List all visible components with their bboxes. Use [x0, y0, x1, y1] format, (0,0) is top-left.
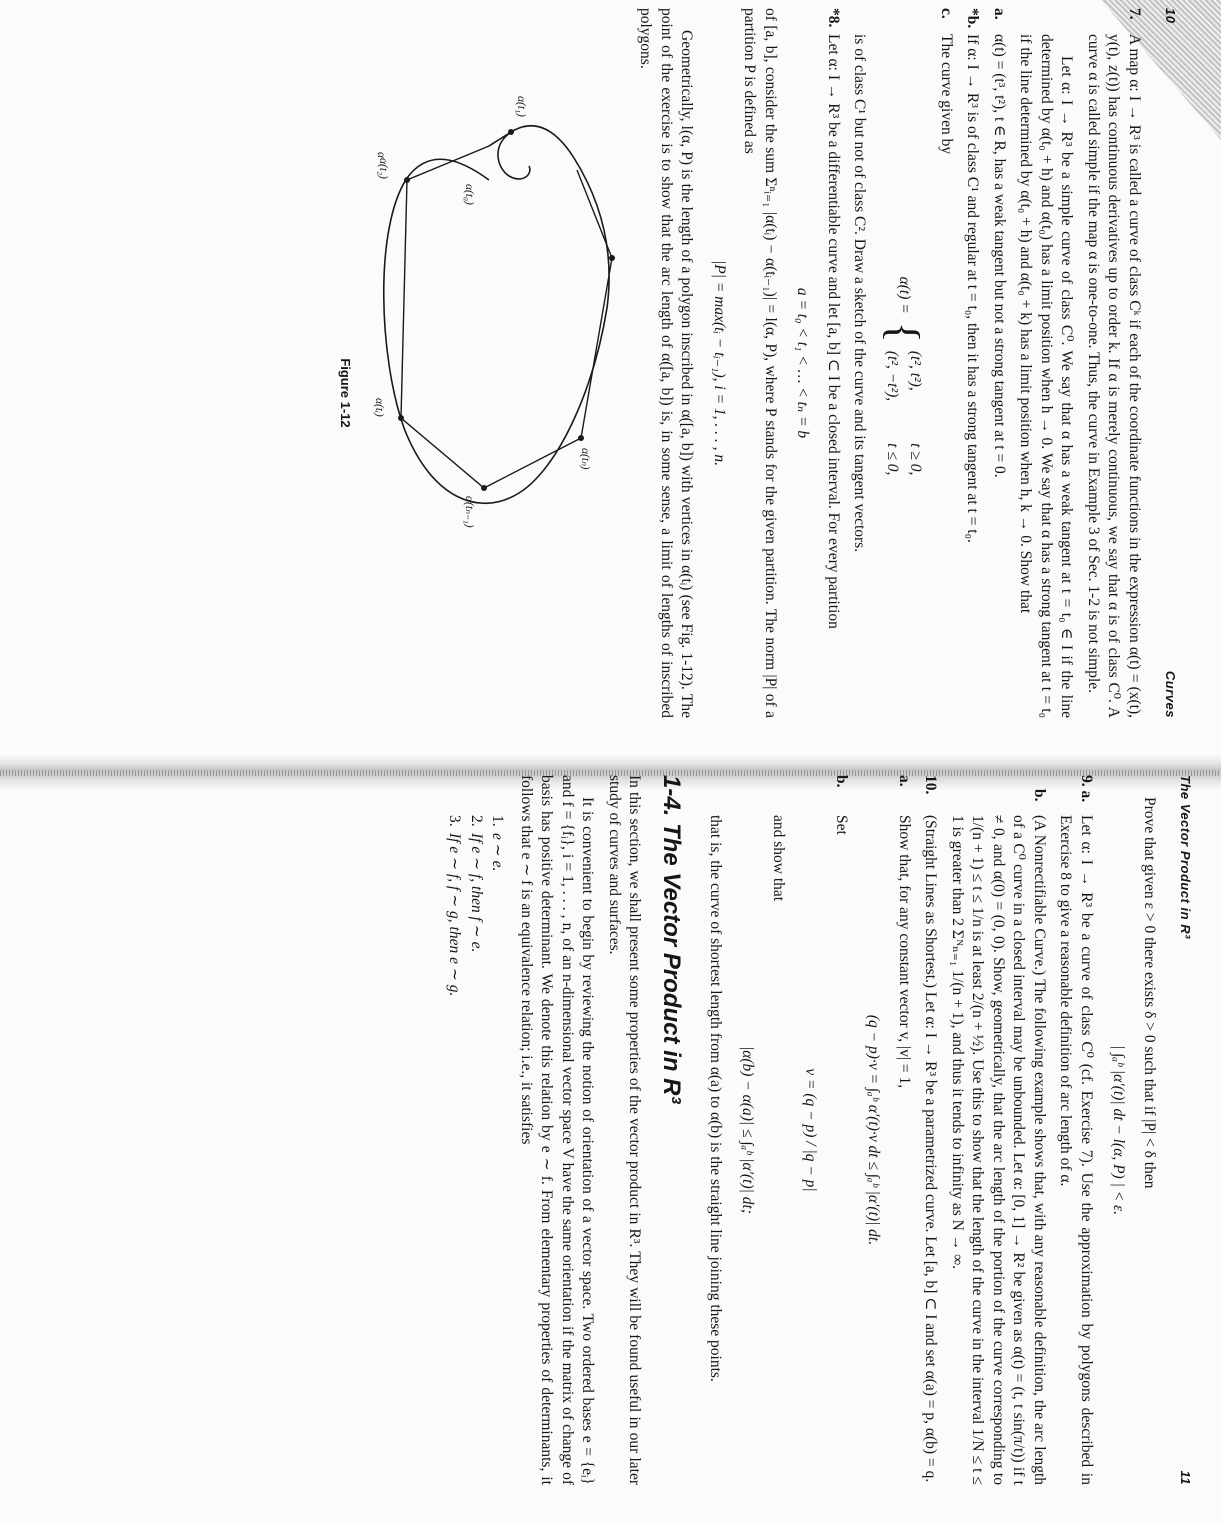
vertex-ti: [398, 415, 404, 421]
label-alpha-t0: α(t₀): [463, 184, 475, 205]
curve-alpha: [384, 126, 609, 504]
part-label: a.: [991, 8, 1008, 20]
exercise-10-text: (Straight Lines as Shortest.) Let α: I → R³ be a parametrized curve. Let [a, b] ⊂ I and set α(a) = p, α(b) = q.: [922, 815, 940, 1483]
inscribed-polygon: [401, 132, 612, 488]
exercise-7: [1015, 8, 1144, 718]
list-item: [466, 815, 487, 1485]
part-label: *b.: [964, 8, 982, 29]
exercise-7-paragraph-2: Let α: I → R³ be a simple curve of class C⁰. We say that α has a weak tangent at t = t₀ ∈ I if the line determined by α(t₀ + h) and α(t₀) has a limit position when h → 0. We say that α has a strong tangent at t = t₀ if the line determined by α(t₀ + h) and α(t₀ + k) has a limit position when h, k → 0. Show that: [1017, 34, 1076, 718]
brace-symbol: {: [879, 321, 929, 343]
exercise-7b-text: If α: I → R³ is of class C¹ and regular at t = t₀, then it has a strong tangent at t = t₀.: [964, 34, 982, 543]
running-title: The Vector Product in R³: [1178, 775, 1193, 939]
list-text: e ∼ e.: [489, 833, 507, 872]
figure-caption: Figure 1-12: [338, 358, 353, 428]
exercise-7-paragraph-1: A map α: I → R³ is called a curve of class Cᵏ if each of the coordinate functions in the expression α(t) = (x(t), y(t), z(t)) has continuous derivatives up to order k. If α is merely continuous, we say that α is of class C⁰. A curve α is called simple if the map α is one-to-one. Thus, the curve in Example 3 of Sec. 1-2 is not simple.: [1085, 34, 1143, 718]
section-title: 1-4. The Vector Product in R³: [658, 775, 686, 1104]
label-alpha-ti: α(tᵢ): [373, 398, 385, 417]
exercise-7b: [962, 8, 983, 718]
list-text: If e ∼ f, f ∼ g, then e ∼ g.: [446, 833, 464, 997]
exercise-7c: [849, 8, 956, 718]
exercise-9b-text: (A Nonrectifiable Curve.) The following example shows that, with any reasonable definition, the arc length of a C⁰ curve in a closed interval may be unbounded. Let α: [0, 1] → R² be given as α(t) = (t, t sin(π/t)) if t ≠ 0, and α(0) = (0, 0). Show, geometrically, that the arc length of the portion of the curve corresponding to 1/(n + 1) ≤ t ≤ 1/n is at least 2/(n + ½). Use this to show that the length of the curve in the interval 1/N ≤ t ≤ 1 is greater than 2 Σᴺₙ₌₁ 1/(n + 1), and thus it tends to infinity as N → ∞.: [949, 815, 1048, 1485]
piecewise-cases: [882, 351, 925, 476]
label-alpha-tn-1: α(tₙ₋₁): [463, 496, 475, 528]
vertex-t1: [508, 129, 514, 135]
exercise-9b: [947, 775, 1050, 1485]
exercise-10b-display-2: |α(b) − α(a)| ≤ ∫ₐᵇ |α′(t)| dt;: [739, 1045, 757, 1214]
exercise-10b: [831, 775, 852, 1485]
list-item: [487, 815, 508, 1485]
running-head: [1173, 775, 1195, 1485]
exercise-10a-display: (q − p)·v = ∫ₐᵇ α′(t)·v dt ≤ ∫ₐᵇ |α′(t)| dt.: [865, 1014, 883, 1246]
list-text: If e ∼ f, then f ∼ e.: [468, 833, 485, 953]
list-item: [444, 815, 465, 1485]
case-2-expression: (t², −t²),: [884, 350, 902, 402]
exercise-label: 7.: [1126, 8, 1143, 20]
page-number: 11: [1178, 1470, 1193, 1485]
page-11: [355, 775, 1195, 1485]
case-2-condition: t ≤ 0,: [884, 443, 902, 476]
exercise-8-paragraph-2: of [a, b], consider the sum Σⁿᵢ₌₁ |α(tᵢ) − α(tᵢ₋₁)| = l(α, P), where P stands for the given partition. The norm |P| of a partition P is defined as: [741, 8, 779, 718]
label-alpha-curve: α: [375, 152, 387, 159]
partition-equation: a = t₀ < t₁ < … < tₙ = b: [794, 287, 812, 439]
piecewise-lhs: α(t) =: [895, 276, 913, 314]
vertex-tn1: [481, 485, 487, 491]
prove-display: | ∫ₐᵇ |α′(t)| dt − l(α, P) | < ε.: [1110, 1044, 1128, 1216]
label-alpha-t2: α(t₂): [377, 158, 389, 179]
label-alpha-t1: α(t₁): [515, 96, 527, 117]
running-title: Curves: [1163, 670, 1178, 718]
part-label: c.: [938, 8, 955, 19]
prove-line: Prove that given ε > 0 there exists δ > 0 such that if |P| < δ then: [1141, 797, 1158, 1189]
part-label: b.: [1031, 789, 1048, 802]
exercise-7a: [989, 8, 1010, 718]
exercise-7a-text: α(t) = (t³, t²), t ∈ R, has a weak tangent but not a strong tangent at t = 0.: [991, 34, 1008, 478]
norm-equation: |P| = max(tᵢ − tᵢ₋₁), i = 1, . . . , n.: [711, 259, 728, 467]
figure-1-12: [359, 88, 629, 558]
exercise-10b-show: and show that: [770, 815, 787, 902]
exercise-10b-text: Set: [833, 815, 850, 835]
exercise-8: [823, 8, 844, 718]
exercise-label: *8.: [825, 8, 842, 28]
exercise-9a-text: Let α: I → R³ be a curve of class C⁰ (cf. Exercise 7). Use the approximation by polygons described in Exercise 8 to give a reasonable definition of arc length of α.: [1057, 815, 1095, 1485]
list-number: 1.: [489, 815, 507, 827]
vertex-t2: [404, 177, 410, 183]
list-number: 2.: [468, 815, 485, 827]
exercise-10: [920, 775, 941, 1485]
exercise-8-paragraph-1: Let α: I → R³ be a differentiable curve and let [a, b] ⊂ I be a closed interval. For every partition: [825, 34, 842, 629]
part-label: b.: [833, 775, 850, 788]
exercise-label: 10.: [922, 775, 940, 795]
exercise-9a: [1055, 775, 1096, 1485]
list-number: 3.: [446, 815, 464, 827]
case-1-condition: t ≥ 0,: [907, 443, 924, 476]
part-label: a.: [896, 775, 913, 787]
exercise-8-paragraph-3: Geometrically, l(α, P) is the length of a polygon inscribed in α([a, b]) with vertices in α(tᵢ) (see Fig. 1-12). The point of the exercise is to show that the arc length of α([a, b]) is, in some sense, a limit of lengths of inscribed polygons.: [637, 8, 696, 718]
exercise-label: 9. a.: [1078, 775, 1095, 803]
vertex: [609, 255, 615, 261]
exercise-10a-text: Show that, for any constant vector v, |v| = 1,: [896, 815, 913, 1089]
section-paragraph-2: It is convenient to begin by reviewing the notion of orientation of a vector space. Two ordered bases e = {eᵢ} and f = {fᵢ}, i = 1, . . . , n, of an n-dimensional vector space V have the same orientation if the matrix of change of basis has positive determinant. We denote this relation by e ∼ f. From elementary properties of determinants, it follows that e ∼ f is an equivalence relation; i.e., it satisfies: [518, 775, 597, 1485]
case-1-expression: (t², t²),: [907, 350, 924, 391]
exercise-10b-after: that is, the curve of shortest length from α(a) to α(b) is the straight line joining these points.: [707, 815, 724, 1382]
running-head: [1158, 8, 1180, 718]
exercise-7c-text: The curve given by: [938, 34, 955, 155]
page-number: 10: [1163, 8, 1178, 24]
piecewise-equation: [879, 34, 929, 718]
vertex-tn: [578, 435, 584, 441]
equivalence-list: [444, 815, 508, 1485]
exercise-7c-after: is of class C¹ but not of class C². Draw a sketch of the curve and its tangent vectors.: [851, 34, 869, 553]
exercise-10b-display: v = (q − p) / |q − p|: [802, 1068, 820, 1192]
inscribed-polygon-figure: [359, 88, 629, 558]
exercise-10a: [894, 775, 915, 1485]
section-paragraph-1: In this section, we shall present some properties of the vector product in R³. They will be found useful in our later study of curves and surfaces.: [606, 775, 644, 1485]
label-alpha-tn: α(tₙ): [579, 448, 591, 470]
page-10: [340, 8, 1180, 718]
